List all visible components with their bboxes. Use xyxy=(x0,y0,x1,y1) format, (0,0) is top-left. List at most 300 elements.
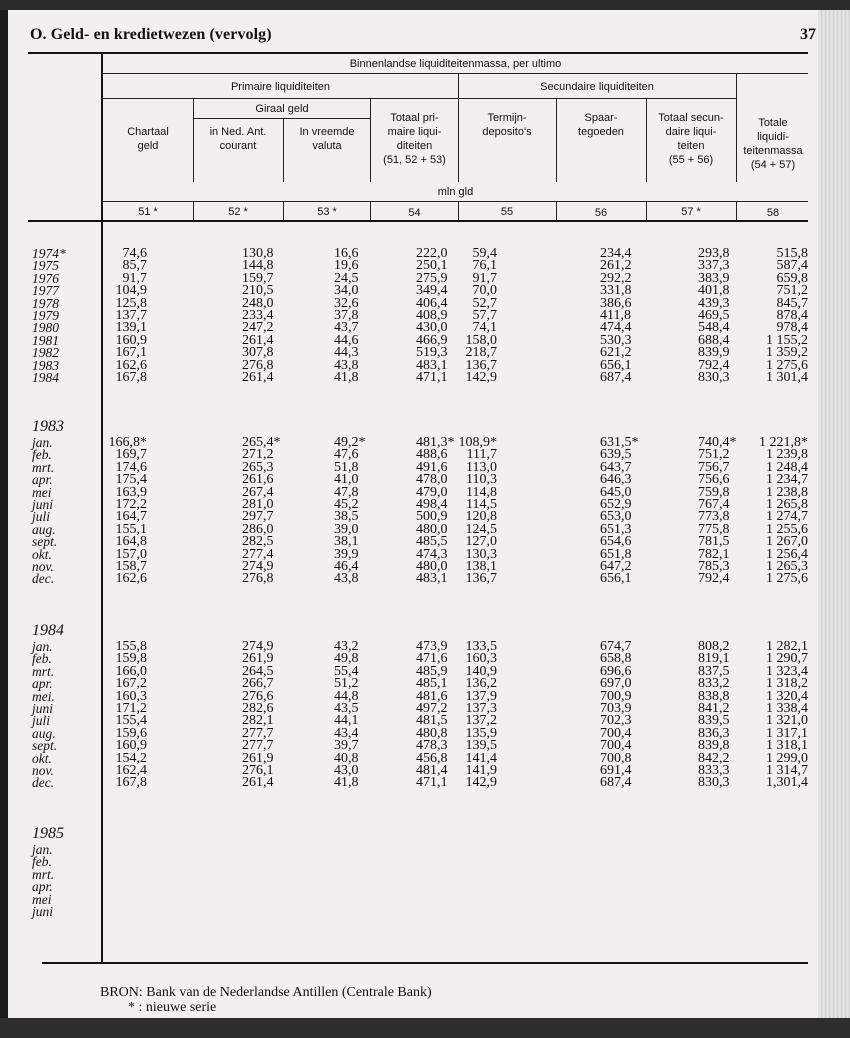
page-title: O. Geld- en kredietwezen (vervolg) xyxy=(30,26,272,43)
row-label: 1980 xyxy=(32,320,59,336)
table-cell: 1 317,1 xyxy=(766,725,808,741)
table-cell: 833,2 xyxy=(698,676,730,692)
column-55-values xyxy=(459,437,498,586)
section-year-heading: 1984 xyxy=(32,622,64,639)
table-cell: 16,6 xyxy=(334,246,359,261)
table-cell: 44,6 xyxy=(334,332,359,348)
table-cell: 773,8 xyxy=(698,509,730,525)
table-cell: 1 338,4 xyxy=(766,700,808,716)
table-cell: 158,7 xyxy=(115,558,147,574)
row-labels xyxy=(32,437,102,586)
table-cell: 751,2 xyxy=(776,283,808,299)
header-col-53 xyxy=(283,125,371,153)
col-56-label-line: tegoeden xyxy=(578,126,624,138)
row-label: apr. xyxy=(32,879,53,895)
table-cell: 142,9 xyxy=(465,369,497,385)
row-label: 1978 xyxy=(32,295,59,311)
table-cell: 1 275,6 xyxy=(766,571,808,587)
table-cell: 383,9 xyxy=(698,270,730,286)
table-cell: 43,8 xyxy=(334,571,359,587)
row-label: aug. xyxy=(32,521,56,537)
table-cell: 139,1 xyxy=(115,320,147,336)
table-cell: 39,7 xyxy=(334,738,359,754)
table-cell: 74,1 xyxy=(472,320,497,336)
table-cell: 297,7 xyxy=(242,509,274,525)
table-cell: 488,6 xyxy=(416,447,448,463)
table-cell: 481,4 xyxy=(416,762,448,778)
table-cell: 1 255,6 xyxy=(766,521,808,537)
table-cell: 222,0 xyxy=(416,246,448,261)
table-cell: 767,4 xyxy=(698,496,730,512)
table-cell: 137,7 xyxy=(115,307,147,323)
table-cell: 47,6 xyxy=(334,447,359,463)
table-cell: 1 290,7 xyxy=(766,651,808,667)
table-cell: 130,3 xyxy=(465,546,497,562)
table-cell: 32,6 xyxy=(334,295,359,311)
table-cell: 469,5 xyxy=(698,307,730,323)
table-cell: 162,6 xyxy=(115,357,147,373)
column-53-values xyxy=(334,641,359,790)
col-51-label-line: geld xyxy=(137,140,159,152)
table-cell: 266,7 xyxy=(242,676,274,692)
col-57-label-line: daire liqui- xyxy=(665,126,717,138)
table-cell: 51,2 xyxy=(334,676,359,692)
table-cell: 261,4 xyxy=(242,369,274,385)
row-label: mrt. xyxy=(32,866,55,882)
table-cell: 276,8 xyxy=(242,357,274,373)
col-number-53: 53 * xyxy=(317,206,337,218)
table-cell: 659,8 xyxy=(776,270,808,286)
table-cell: 282,1 xyxy=(242,713,274,729)
table-cell: 275,9 xyxy=(416,270,448,286)
table-cell: 130,8 xyxy=(242,246,274,261)
table-cell: 656,1 xyxy=(600,571,632,587)
table-cell: 781,5 xyxy=(698,534,730,550)
table-cell: 481,3* xyxy=(416,435,455,450)
row-label: 1984 xyxy=(32,369,59,385)
table-cell: 406,4 xyxy=(416,295,448,311)
table-cell: 485,1 xyxy=(416,676,448,692)
table-cell: 653,0 xyxy=(600,509,632,525)
table-cell: 703,9 xyxy=(600,700,632,716)
table-cell: 756,6 xyxy=(698,472,730,488)
table-cell: 141,4 xyxy=(465,750,497,766)
column-51-values xyxy=(116,248,148,384)
table-cell: 274,9 xyxy=(242,639,274,654)
table-cell: 497,2 xyxy=(416,700,448,716)
table-cell: 331,8 xyxy=(600,283,632,299)
column-55-values xyxy=(466,641,498,790)
header-secondary-group: Secundaire liquiditeiten xyxy=(540,81,654,93)
row-label: 1974* xyxy=(32,246,66,261)
table-cell: 480,0 xyxy=(416,521,448,537)
table-cell: 70,0 xyxy=(472,283,497,299)
table-cell: 837,5 xyxy=(698,663,730,679)
table-cell: 127,0 xyxy=(465,534,497,550)
table-cell: 411,8 xyxy=(600,307,631,323)
table-cell: 44,8 xyxy=(334,688,359,704)
table-cell: 74,6 xyxy=(122,246,147,261)
table-cell: 41,8 xyxy=(334,775,359,791)
table-cell: 652,9 xyxy=(600,496,632,512)
table-cell: 515,8 xyxy=(776,246,808,261)
table-cell: 1 314,7 xyxy=(766,762,808,778)
table-cell: 104,9 xyxy=(115,283,147,299)
table-cell: 696,6 xyxy=(600,663,632,679)
table-cell: 24,5 xyxy=(334,270,359,286)
unit-label: mln gld xyxy=(437,186,474,198)
table-cell: 483,1 xyxy=(416,357,448,373)
table-cell: 247,2 xyxy=(242,320,274,336)
table-cell: 639,5 xyxy=(600,447,632,463)
table-cell: 471,1 xyxy=(416,369,448,385)
table-cell: 248,0 xyxy=(242,295,274,311)
row-label: mrt. xyxy=(32,663,55,679)
table-cell: 160,9 xyxy=(115,332,147,348)
table-cell: 41,0 xyxy=(334,472,359,488)
table-cell: 167,8 xyxy=(115,369,147,385)
row-label: feb. xyxy=(32,854,52,870)
table-cell: 274,9 xyxy=(242,558,274,574)
table-cell: 833,3 xyxy=(698,762,730,778)
table-cell: 751,2 xyxy=(698,447,730,463)
table-cell: 697,0 xyxy=(600,676,632,692)
table-cell: 85,7 xyxy=(122,258,147,274)
table-cell: 282,5 xyxy=(242,534,274,550)
table-cell: 408,9 xyxy=(416,307,448,323)
table-cell: 700,4 xyxy=(600,725,632,741)
table-cell: 687,4 xyxy=(600,369,632,385)
row-label: okt. xyxy=(32,546,52,562)
table-cell: 839,5 xyxy=(698,713,730,729)
col-58-label-line: (54 + 57) xyxy=(750,159,796,171)
table-cell: 474,4 xyxy=(600,320,632,336)
table-cell: 658,8 xyxy=(600,651,632,667)
table-cell: 878,4 xyxy=(776,307,808,323)
table-cell: 646,3 xyxy=(600,472,632,488)
table-cell: 210,5 xyxy=(242,283,274,299)
table-cell: 782,1 xyxy=(698,546,730,562)
table-cell: 1 299,0 xyxy=(766,750,808,766)
table-cell: 111,7 xyxy=(466,447,497,463)
column-56-values xyxy=(600,641,632,790)
table-cell: 49,2* xyxy=(334,435,366,450)
row-label: 1981 xyxy=(32,332,59,348)
col-58-label-line: teitenmassa xyxy=(743,145,803,157)
table-cell: 166,0 xyxy=(115,663,147,679)
table-cell: 158,0 xyxy=(465,332,497,348)
table-cell: 261,2 xyxy=(600,258,632,274)
table-cell: 91,7 xyxy=(122,270,147,286)
table-cell: 47,8 xyxy=(334,484,359,500)
column-54-values xyxy=(416,248,448,384)
table-cell: 651,8 xyxy=(600,546,632,562)
table-cell: 480,0 xyxy=(416,558,448,574)
table-cell: 250,1 xyxy=(416,258,448,274)
table-cell: 91,7 xyxy=(472,270,497,286)
table-cell: 439,3 xyxy=(698,295,730,311)
row-label: juni xyxy=(32,903,54,919)
table-cell: 39,0 xyxy=(334,521,359,537)
table-cell: 456,8 xyxy=(416,750,448,766)
rule-under-giraal xyxy=(193,118,371,119)
row-label: sept. xyxy=(32,738,58,754)
source-note: BRON: Bank van de Nederlandse Antillen (Centrale Bank) xyxy=(100,985,432,1000)
table-cell: 286,0 xyxy=(242,521,274,537)
table-cell: 1 282,1 xyxy=(766,639,808,654)
table-cell: 700,9 xyxy=(600,688,632,704)
col-53-label-line: In vreemde xyxy=(299,126,355,138)
column-58-values xyxy=(759,437,808,586)
table-cell: 1 238,8 xyxy=(766,484,808,500)
table-cell: 1 359,2 xyxy=(766,345,808,361)
column-57-values xyxy=(698,641,730,790)
table-cell: 401,8 xyxy=(698,283,730,299)
table-cell: 157,0 xyxy=(115,546,147,562)
col-57-label-line: Totaal secun- xyxy=(658,112,724,124)
table-cell: 480,8 xyxy=(416,725,448,741)
table-cell: 155,4 xyxy=(115,713,147,729)
row-labels xyxy=(32,844,102,918)
row-label: juni xyxy=(32,700,54,716)
table-cell: 174,6 xyxy=(115,459,147,475)
table-cell: 1 155,2 xyxy=(766,332,808,348)
table-bottom-rule xyxy=(42,962,808,964)
table-cell: 136,2 xyxy=(465,676,497,692)
footnote-new-series: * : nieuwe serie xyxy=(128,1000,217,1015)
header-top: Binnenlandse liquiditeitenmassa, per ultimo xyxy=(349,58,562,70)
section-year-heading: 1985 xyxy=(32,825,64,842)
table-cell: 49,8 xyxy=(334,651,359,667)
table-cell: 40,8 xyxy=(334,750,359,766)
col-57-label-line: teiten xyxy=(677,140,705,152)
table-cell: 135,9 xyxy=(465,725,497,741)
table-cell: 164,8 xyxy=(115,534,147,550)
table-cell: 261,6 xyxy=(242,472,274,488)
col-number-54: 54 xyxy=(408,207,421,219)
row-label: jan. xyxy=(32,842,53,857)
table-cell: 292,2 xyxy=(600,270,632,286)
table-cell: 473,9 xyxy=(416,639,448,654)
table-cell: 485,5 xyxy=(416,534,448,550)
table-cell: 785,3 xyxy=(698,558,730,574)
table-cell: 621,2 xyxy=(600,345,632,361)
table-cell: 792,4 xyxy=(698,357,730,373)
col-54-label-line: diteiten xyxy=(396,140,433,152)
table-cell: 293,8 xyxy=(698,246,730,261)
table-cell: 839,8 xyxy=(698,738,730,754)
header-col-55 xyxy=(458,111,556,139)
col-52-label-line: in Ned. Ant. xyxy=(209,126,267,138)
column-57-values xyxy=(698,248,730,384)
header-col-56 xyxy=(556,111,646,139)
section-year-heading: 1983 xyxy=(32,418,64,435)
table-cell: 775,8 xyxy=(698,521,730,537)
table-cell: 44,1 xyxy=(334,713,359,729)
table-cell: 155,8 xyxy=(115,639,147,654)
col-55-label-line: Termijn- xyxy=(487,112,527,124)
row-label: dec. xyxy=(32,571,55,587)
table-cell: 519,3 xyxy=(416,345,448,361)
table-cell: 271,2 xyxy=(242,447,274,463)
table-cell: 169,7 xyxy=(115,447,147,463)
column-54-values xyxy=(416,641,448,790)
column-53-values xyxy=(334,437,366,586)
table-cell: 587,4 xyxy=(776,258,808,274)
table-cell: 276,8 xyxy=(242,571,274,587)
table-cell: 687,4 xyxy=(600,775,632,791)
table-cell: 159,7 xyxy=(242,270,274,286)
col-number-51: 51 * xyxy=(138,206,158,218)
table-cell: 76,1 xyxy=(472,258,497,274)
col-58-label-line: Totale xyxy=(758,117,788,129)
column-52-values xyxy=(242,248,274,384)
column-56-values xyxy=(600,437,639,586)
rule-below-col-numbers xyxy=(28,220,808,222)
col-56-label-line: Spaar- xyxy=(584,112,618,124)
column-57-values xyxy=(698,437,737,586)
table-cell: 830,3 xyxy=(698,775,730,791)
table-cell: 688,4 xyxy=(698,332,730,348)
table-cell: 307,8 xyxy=(242,345,274,361)
column-51-values xyxy=(109,437,148,586)
book-page-edges xyxy=(818,10,850,1020)
row-label: 1979 xyxy=(32,307,59,323)
table-cell: 277,7 xyxy=(242,725,274,741)
column-52-values xyxy=(242,641,274,790)
table-top-rule xyxy=(28,52,808,54)
table-cell: 120,8 xyxy=(465,509,497,525)
table-cell: 485,9 xyxy=(416,663,448,679)
table-cell: 51,8 xyxy=(334,459,359,475)
table-cell: 1 267,0 xyxy=(766,534,808,550)
header-giraal-group: Giraal geld xyxy=(255,103,309,115)
table-cell: 162,6 xyxy=(115,571,147,587)
table-cell: 645,0 xyxy=(600,484,632,500)
table-cell: 175,4 xyxy=(115,472,147,488)
table-cell: 172,2 xyxy=(115,496,147,512)
row-label: apr. xyxy=(32,676,53,692)
table-cell: 167,8 xyxy=(115,775,147,791)
column-52-values xyxy=(242,437,281,586)
table-cell: 1 265,3 xyxy=(766,558,808,574)
table-cell: 647,2 xyxy=(600,558,632,574)
table-cell: 478,3 xyxy=(416,738,448,754)
table-cell: 19,6 xyxy=(334,258,359,274)
table-cell: 1 248,4 xyxy=(766,459,808,475)
table-cell: 140,9 xyxy=(465,663,497,679)
col-57-label-line: (55 + 56) xyxy=(668,154,714,166)
table-cell: 836,3 xyxy=(698,725,730,741)
header-primary-group: Primaire liquiditeiten xyxy=(230,81,331,93)
table-cell: 166,8* xyxy=(108,435,147,450)
table-cell: 548,4 xyxy=(698,320,730,336)
table-cell: 265,3 xyxy=(242,459,274,475)
table-cell: 466,9 xyxy=(416,332,448,348)
table-cell: 483,1 xyxy=(416,571,448,587)
table-cell: 349,4 xyxy=(416,283,448,299)
table-cell: 137,3 xyxy=(465,700,497,716)
row-label: apr. xyxy=(32,472,53,488)
table-cell: 1 323,4 xyxy=(766,663,808,679)
col-number-56: 56 xyxy=(594,207,608,219)
table-cell: 481,5 xyxy=(416,713,448,729)
row-label: nov. xyxy=(32,558,54,574)
row-label: 1982 xyxy=(32,345,59,361)
table-cell: 267,4 xyxy=(242,484,274,500)
table-cell: 39,9 xyxy=(334,546,359,562)
table-cell: 218,7 xyxy=(465,345,497,361)
rule-under-top-header xyxy=(103,73,808,74)
table-cell: 55,4 xyxy=(334,663,359,679)
table-cell: 792,4 xyxy=(698,571,730,587)
table-cell: 654,6 xyxy=(600,534,632,550)
table-cell: 141,9 xyxy=(465,762,497,778)
table-cell: 674,7 xyxy=(600,639,632,654)
table-cell: 261,9 xyxy=(242,651,274,667)
table-cell: 41,8 xyxy=(334,369,359,385)
table-cell: 478,0 xyxy=(416,472,448,488)
table-cell: 479,0 xyxy=(416,484,448,500)
table-cell: 43,8 xyxy=(334,357,359,373)
row-label: nov. xyxy=(32,762,54,778)
table-cell: 740,4* xyxy=(698,435,737,450)
table-cell: 530,3 xyxy=(600,332,632,348)
table-cell: 264,5 xyxy=(242,663,274,679)
table-cell: 108,9* xyxy=(458,435,497,450)
table-cell: 808,2 xyxy=(698,639,730,654)
rule-under-group-headers xyxy=(103,98,737,99)
col-number-52: 52 * xyxy=(228,206,248,218)
col-54-label-line: maire liqui- xyxy=(387,126,442,138)
table-cell: 133,5 xyxy=(465,639,497,654)
col-number-58: 58 xyxy=(766,207,780,219)
table-cell: 631,5* xyxy=(600,435,639,450)
table-cell: 337,3 xyxy=(698,258,730,274)
col-53-label-line: valuta xyxy=(312,140,342,152)
row-label: 1983 xyxy=(32,357,59,373)
col-number-55: 55 xyxy=(500,206,514,218)
table-cell: 1 256,4 xyxy=(766,546,808,562)
table-cell: 164,7 xyxy=(115,509,147,525)
table-cell: 651,3 xyxy=(600,521,632,537)
table-cell: 136,7 xyxy=(465,357,497,373)
table-cell: 265,4* xyxy=(242,435,281,450)
table-cell: 500,9 xyxy=(416,509,448,525)
scan-bottom-border xyxy=(0,1018,850,1038)
table-cell: 759,8 xyxy=(698,484,730,500)
row-label: mei xyxy=(32,484,52,500)
table-cell: 155,1 xyxy=(115,521,147,537)
table-cell: 159,6 xyxy=(115,725,147,741)
table-cell: 124,5 xyxy=(465,521,497,537)
table-cell: 171,2 xyxy=(115,700,147,716)
header-col-57 xyxy=(646,111,736,167)
row-labels xyxy=(32,641,102,790)
table-cell: 491,6 xyxy=(416,459,448,475)
table-cell: 261,9 xyxy=(242,750,274,766)
table-cell: 43,4 xyxy=(334,725,359,741)
table-cell: 481,6 xyxy=(416,688,448,704)
table-cell: 261,4 xyxy=(242,775,274,791)
table-cell: 38,5 xyxy=(334,509,359,525)
table-cell: 281,0 xyxy=(242,496,274,512)
table-cell: 471,1 xyxy=(416,775,448,791)
table-cell: 234,4 xyxy=(600,246,632,261)
table-cell: 139,5 xyxy=(465,738,497,754)
table-cell: 46,4 xyxy=(334,558,359,574)
table-cell: 656,1 xyxy=(600,357,632,373)
